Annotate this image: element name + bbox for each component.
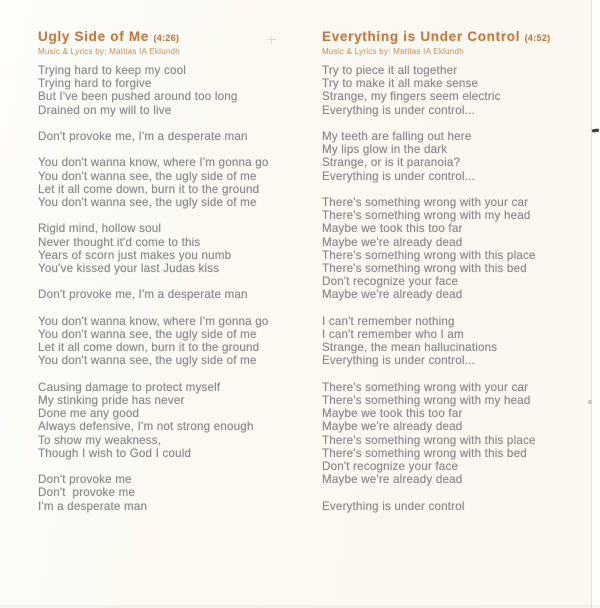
lyric-line: My teeth are falling out here — [322, 130, 472, 143]
stanza — [38, 222, 316, 275]
lyric-line: Though I wish to God I could — [38, 446, 192, 460]
lyric-line: There's something wrong with this place — [322, 248, 536, 262]
lyric-line: I can't remember who I am — [322, 328, 464, 342]
song-duration: (4:26) — [153, 33, 180, 43]
lyric-line: Trying hard to forgive — [38, 77, 152, 91]
scan-plus-mark — [268, 36, 276, 44]
lyric-line: Never thought it'd come to this — [38, 235, 201, 249]
lyric-line: But I've been pushed around too long — [38, 90, 238, 104]
lyric-line: Years of scorn just makes you numb — [38, 248, 232, 262]
song-column-right — [322, 29, 590, 526]
lyric-line: Try to piece it all together — [322, 64, 458, 77]
lyric-line: Everything is under control... — [322, 354, 475, 368]
stanza — [322, 64, 590, 117]
lyric-line: You don't wanna see, the ugly side of me — [38, 196, 257, 209]
lyric-line: You've kissed your last Judas kiss — [38, 262, 220, 275]
page-edge-line — [591, 0, 592, 608]
song-title: Everything is Under Control — [322, 29, 521, 44]
lyric-line: Don't recognize your face — [322, 275, 459, 289]
lyric-line: Causing damage to protect myself — [38, 380, 221, 394]
lyric-line: There's something wrong with your car — [322, 380, 529, 394]
lyric-line: Maybe we're already dead — [322, 420, 463, 434]
lyric-line: Done me any good — [38, 407, 140, 421]
lyric-line: My lips glow in the dark — [322, 143, 448, 157]
lyric-line: Try to make it all make sense — [322, 77, 479, 91]
lyric-line: Everything is under control... — [322, 169, 475, 183]
lyric-line: My stinking pride has never — [38, 393, 185, 407]
stanza — [38, 473, 316, 513]
song-credit: Music & Lyrics by: Mattias IA Eklundh — [38, 47, 180, 56]
song-duration: (4:52) — [524, 33, 551, 43]
lyric-line: Everything is under control — [322, 499, 465, 513]
lyric-line: Don't provoke me, I'm a desperate man — [38, 130, 248, 143]
lyric-line: You don't wanna know, where I'm gonna go — [38, 314, 269, 328]
lyric-line: There's something wrong with your car — [322, 196, 529, 209]
song-credit: Music & Lyrics by: Mattias IA Eklundh — [322, 47, 464, 56]
stanza — [322, 196, 590, 302]
song-title-row — [322, 29, 590, 46]
lyric-line: Let it all come down, burn it to the ground — [38, 182, 260, 196]
lyric-line: Maybe we took this too far — [322, 407, 463, 421]
lyric-line: You don't wanna see, the ugly side of me — [38, 354, 257, 368]
lyric-line: Let it all come down, burn it to the ground — [38, 341, 260, 355]
lyric-line: There's something wrong with this bed — [322, 446, 527, 460]
stanza — [322, 500, 590, 513]
lyric-line: Rigid mind, hollow soul — [38, 222, 162, 236]
lyric-line: Trying hard to keep my cool — [38, 64, 187, 77]
song-title: Ugly Side of Me — [38, 29, 150, 44]
lyric-line: You don't wanna know, where I'm gonna go — [38, 156, 269, 170]
lyric-line: There's something wrong with this place — [322, 433, 536, 447]
song-column-left — [38, 29, 316, 526]
lyric-line: To show my weakness, — [38, 433, 162, 447]
lyric-line: Maybe we're already dead — [322, 473, 463, 487]
lyric-line: Don't recognize your face — [322, 460, 459, 474]
lyric-line: I'm a desperate man — [38, 499, 148, 513]
lyric-line: Don't provoke me — [38, 486, 136, 500]
lyric-line: Don't provoke me — [38, 473, 132, 487]
stanza — [322, 130, 590, 183]
lyric-line: Everything is under control... — [322, 103, 475, 117]
lyric-line: Maybe we're already dead — [322, 288, 463, 302]
lyric-line: Strange, my fingers seem electric — [322, 90, 501, 104]
lyric-line: You don't wanna see, the ugly side of me — [38, 169, 257, 183]
scan-ring-speck — [499, 31, 506, 38]
lyric-line: There's something wrong with my head — [322, 209, 531, 223]
lyric-line: There's something wrong with this bed — [322, 262, 527, 276]
lyric-line: Don't provoke me, I'm a desperate man — [38, 288, 248, 302]
stanza — [38, 315, 316, 368]
stanza — [38, 64, 316, 117]
lyric-line: Strange, or is it paranoia? — [322, 156, 461, 170]
lyrics-block — [38, 64, 316, 513]
lyric-line: You don't wanna see, the ugly side of me — [38, 327, 257, 341]
lyric-line: Maybe we're already dead — [322, 235, 463, 249]
lyric-line: Maybe we took this too far — [322, 222, 463, 236]
stanza — [38, 288, 316, 301]
lyric-line: I can't remember nothing — [322, 314, 455, 328]
stanza — [322, 315, 590, 368]
lyric-line: There's something wrong with my head — [322, 394, 531, 408]
stanza — [322, 381, 590, 487]
lyric-line: Strange, the mean hallucinations — [322, 341, 498, 355]
stanza — [38, 156, 316, 209]
lyrics-block — [322, 64, 590, 513]
lyric-line: Always defensive, I'm not strong enough — [38, 420, 254, 434]
page-edge-strip — [592, 0, 600, 608]
stanza — [38, 130, 316, 143]
stanza — [38, 381, 316, 460]
scan-light-speck — [588, 400, 592, 404]
lyric-line: Drained on my will to live — [38, 103, 172, 117]
